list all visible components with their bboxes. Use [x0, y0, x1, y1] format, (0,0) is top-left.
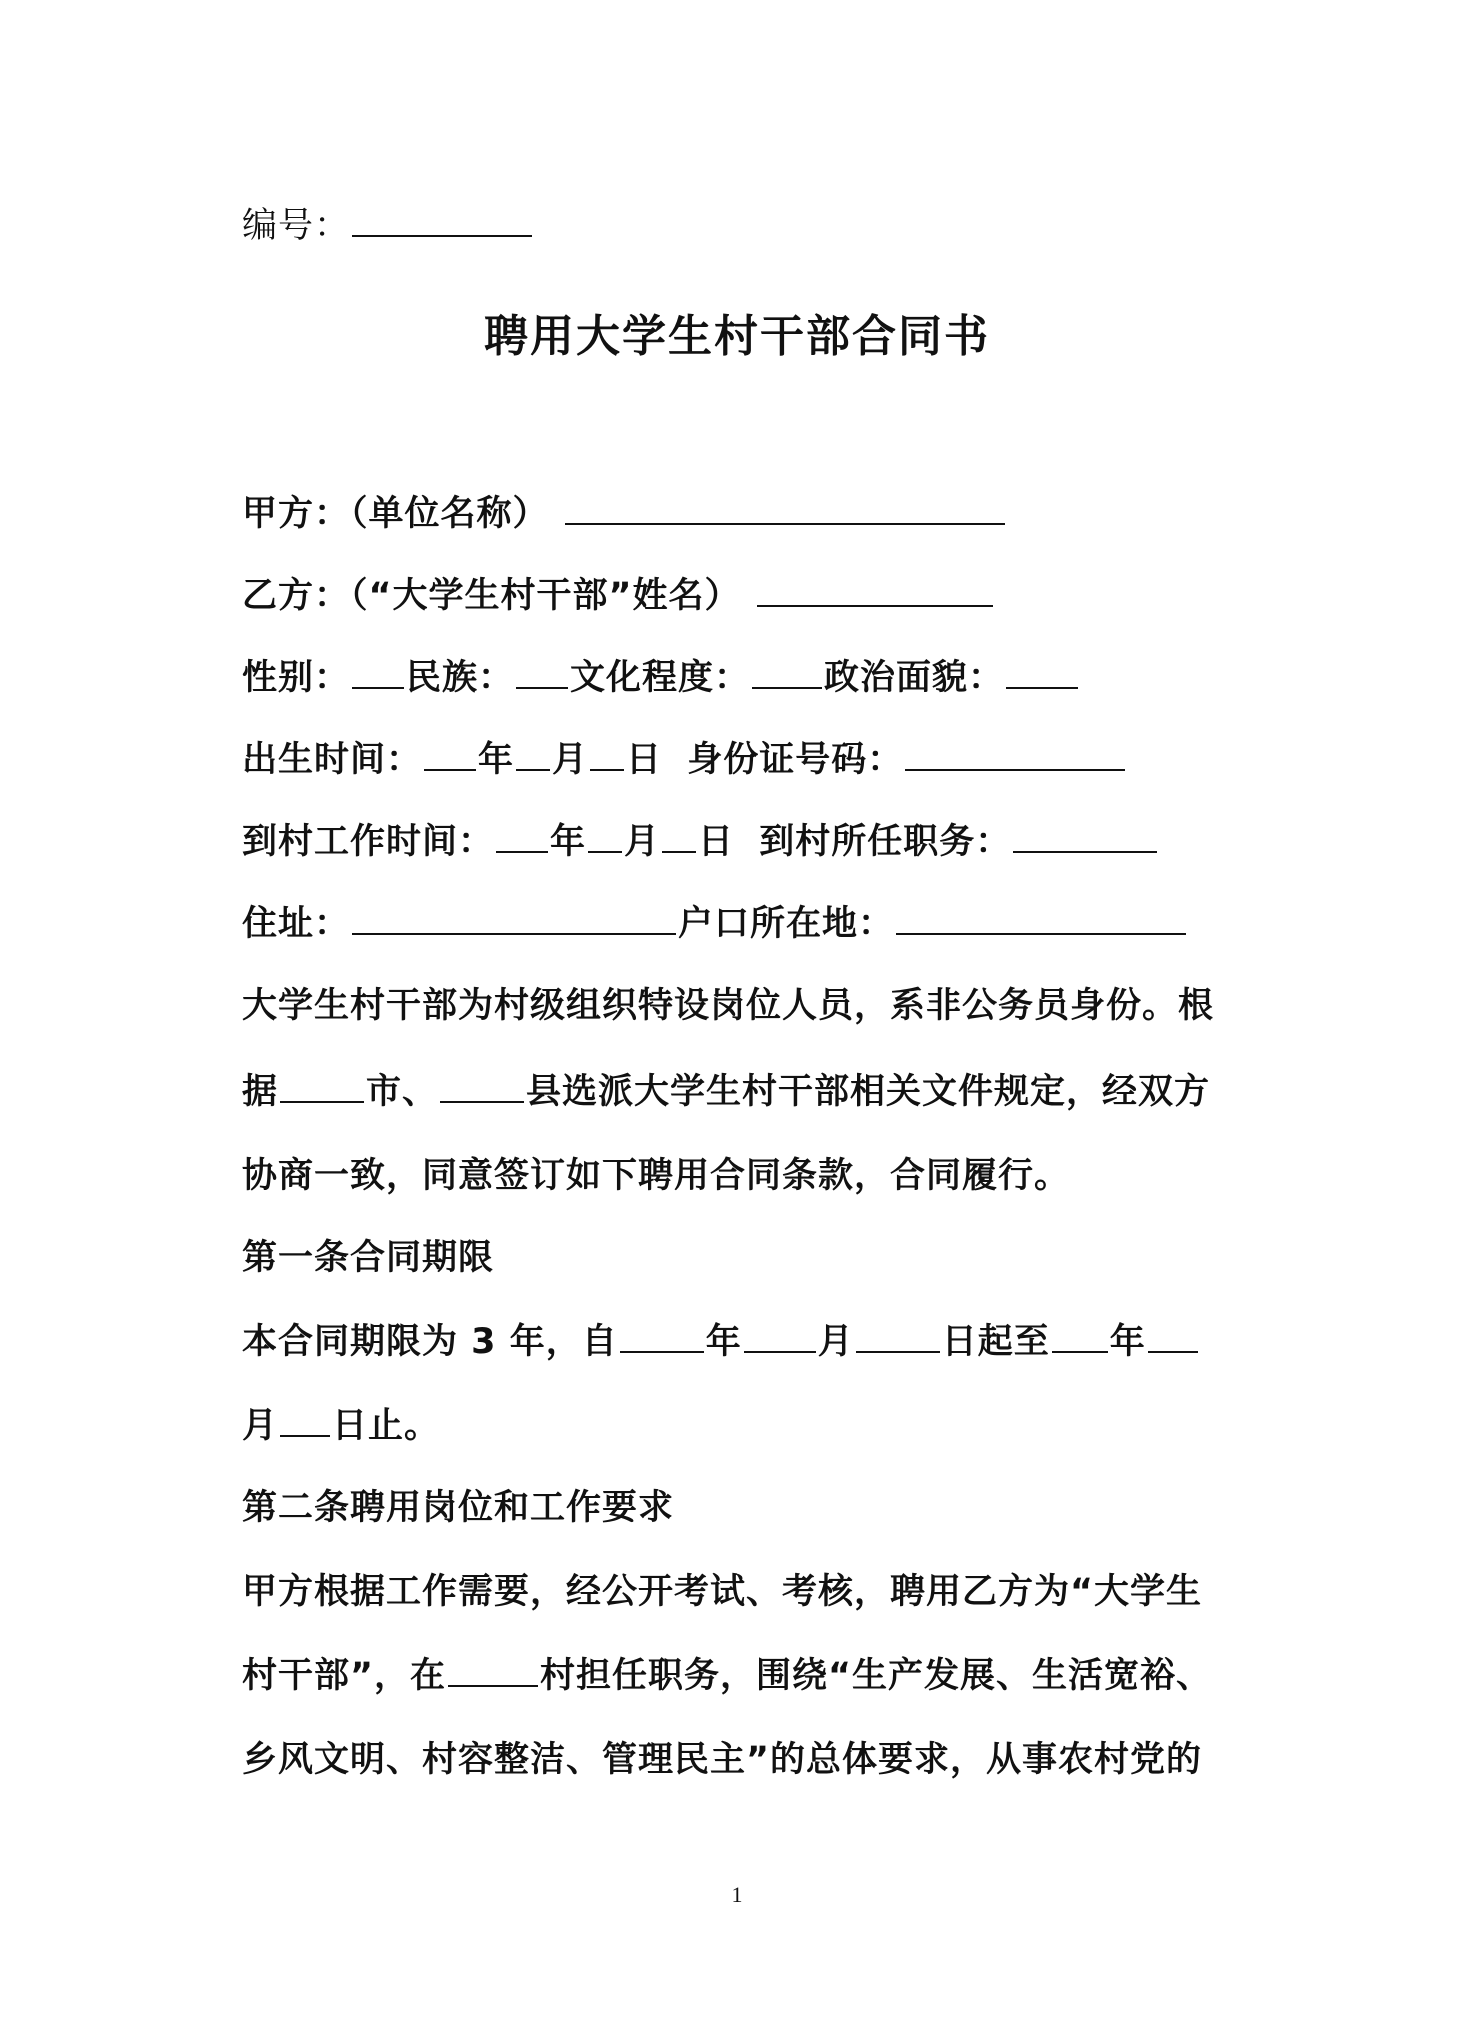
article2-line-3: 乡风文明、村容整洁、管理民主”的总体要求，从事农村党的	[242, 1740, 1203, 1780]
serial-label: 编号：	[242, 206, 351, 246]
arrival-year-blank	[496, 821, 548, 853]
month-label: 月	[552, 740, 589, 780]
party-b-line	[242, 572, 995, 620]
birth-year-blank	[424, 739, 476, 771]
day-label: 日	[698, 822, 735, 862]
intro-text: 市、	[366, 1072, 439, 1112]
article1-text: 日止。	[332, 1406, 441, 1446]
month-label: 月	[242, 1406, 279, 1446]
position-label: 到村所任职务：	[759, 822, 1012, 862]
county-blank	[440, 1071, 524, 1103]
hukou-label: 户口所在地：	[678, 904, 895, 944]
ethnicity-label: 民族：	[406, 658, 515, 698]
intro-text: 县选派大学生村干部相关文件规定，经双方	[526, 1072, 1211, 1112]
birth-month-blank	[516, 739, 550, 771]
article2-line-2	[242, 1652, 1212, 1700]
hukou-blank	[896, 903, 1186, 935]
serial-number-line	[242, 202, 534, 250]
article2-heading: 第二条聘用岗位和工作要求	[242, 1488, 675, 1528]
arrival-day-blank	[662, 821, 696, 853]
year-label: 年	[1109, 1322, 1146, 1362]
article2-text: 村干部”，在	[242, 1656, 447, 1696]
article1-line-2	[242, 1402, 440, 1450]
gender-blank	[352, 657, 404, 689]
party-a-line	[242, 490, 1007, 538]
city-blank	[280, 1071, 364, 1103]
serial-blank	[352, 205, 532, 237]
month-label: 月	[624, 822, 661, 862]
end-day-blank	[280, 1405, 330, 1437]
political-blank	[1006, 657, 1078, 689]
birth-day-blank	[590, 739, 624, 771]
ethnicity-blank	[516, 657, 568, 689]
gender-label: 性别：	[242, 658, 351, 698]
address-line	[242, 900, 1188, 948]
party-a-label: 甲方：（单位名称）	[242, 494, 549, 534]
start-day-blank	[856, 1321, 940, 1353]
personal-info-line	[242, 654, 1080, 702]
document-title: 聘用大学生村干部合同书	[484, 311, 990, 362]
start-month-blank	[744, 1321, 816, 1353]
party-b-blank	[757, 575, 993, 607]
arrival-line	[242, 818, 1159, 866]
start-year-blank	[620, 1321, 704, 1353]
village-blank	[448, 1655, 538, 1687]
article1-heading: 第一条合同期限	[242, 1238, 495, 1278]
year-label: 年	[705, 1322, 742, 1362]
article1-text: 本合同期限为 3 年，自	[242, 1322, 618, 1362]
intro-line-1: 大学生村干部为村级组织特设岗位人员，系非公务员身份。根	[242, 986, 1215, 1026]
article2-line-1: 甲方根据工作需要，经公开考试、考核，聘用乙方为“大学生	[242, 1572, 1203, 1612]
year-label: 年	[550, 822, 587, 862]
birth-label: 出生时间：	[242, 740, 423, 780]
article1-text: 日起至	[941, 1322, 1050, 1362]
intro-text: 据	[242, 1072, 279, 1112]
page-number: 1	[731, 1882, 743, 1907]
political-label: 政治面貌：	[824, 658, 1005, 698]
party-a-blank	[565, 493, 1005, 525]
article1-line-1	[242, 1318, 1200, 1366]
month-label: 月	[817, 1322, 854, 1362]
end-year-blank	[1052, 1321, 1108, 1353]
position-blank	[1013, 821, 1157, 853]
end-month-blank	[1148, 1321, 1198, 1353]
birth-line	[242, 736, 1127, 784]
education-blank	[752, 657, 822, 689]
intro-line-3: 协商一致，同意签订如下聘用合同条款，合同履行。	[242, 1156, 1071, 1196]
address-label: 住址：	[242, 904, 351, 944]
arrival-month-blank	[588, 821, 622, 853]
address-blank	[352, 903, 676, 935]
year-label: 年	[478, 740, 515, 780]
day-label: 日	[626, 740, 663, 780]
arrival-label: 到村工作时间：	[242, 822, 495, 862]
id-number-label: 身份证号码：	[687, 740, 904, 780]
party-b-label: 乙方：（“大学生村干部”姓名）	[242, 576, 741, 616]
id-number-blank	[905, 739, 1125, 771]
education-label: 文化程度：	[570, 658, 751, 698]
intro-line-2	[242, 1068, 1210, 1116]
article2-text: 村担任职务，围绕“生产发展、生活宽裕、	[540, 1656, 1213, 1696]
